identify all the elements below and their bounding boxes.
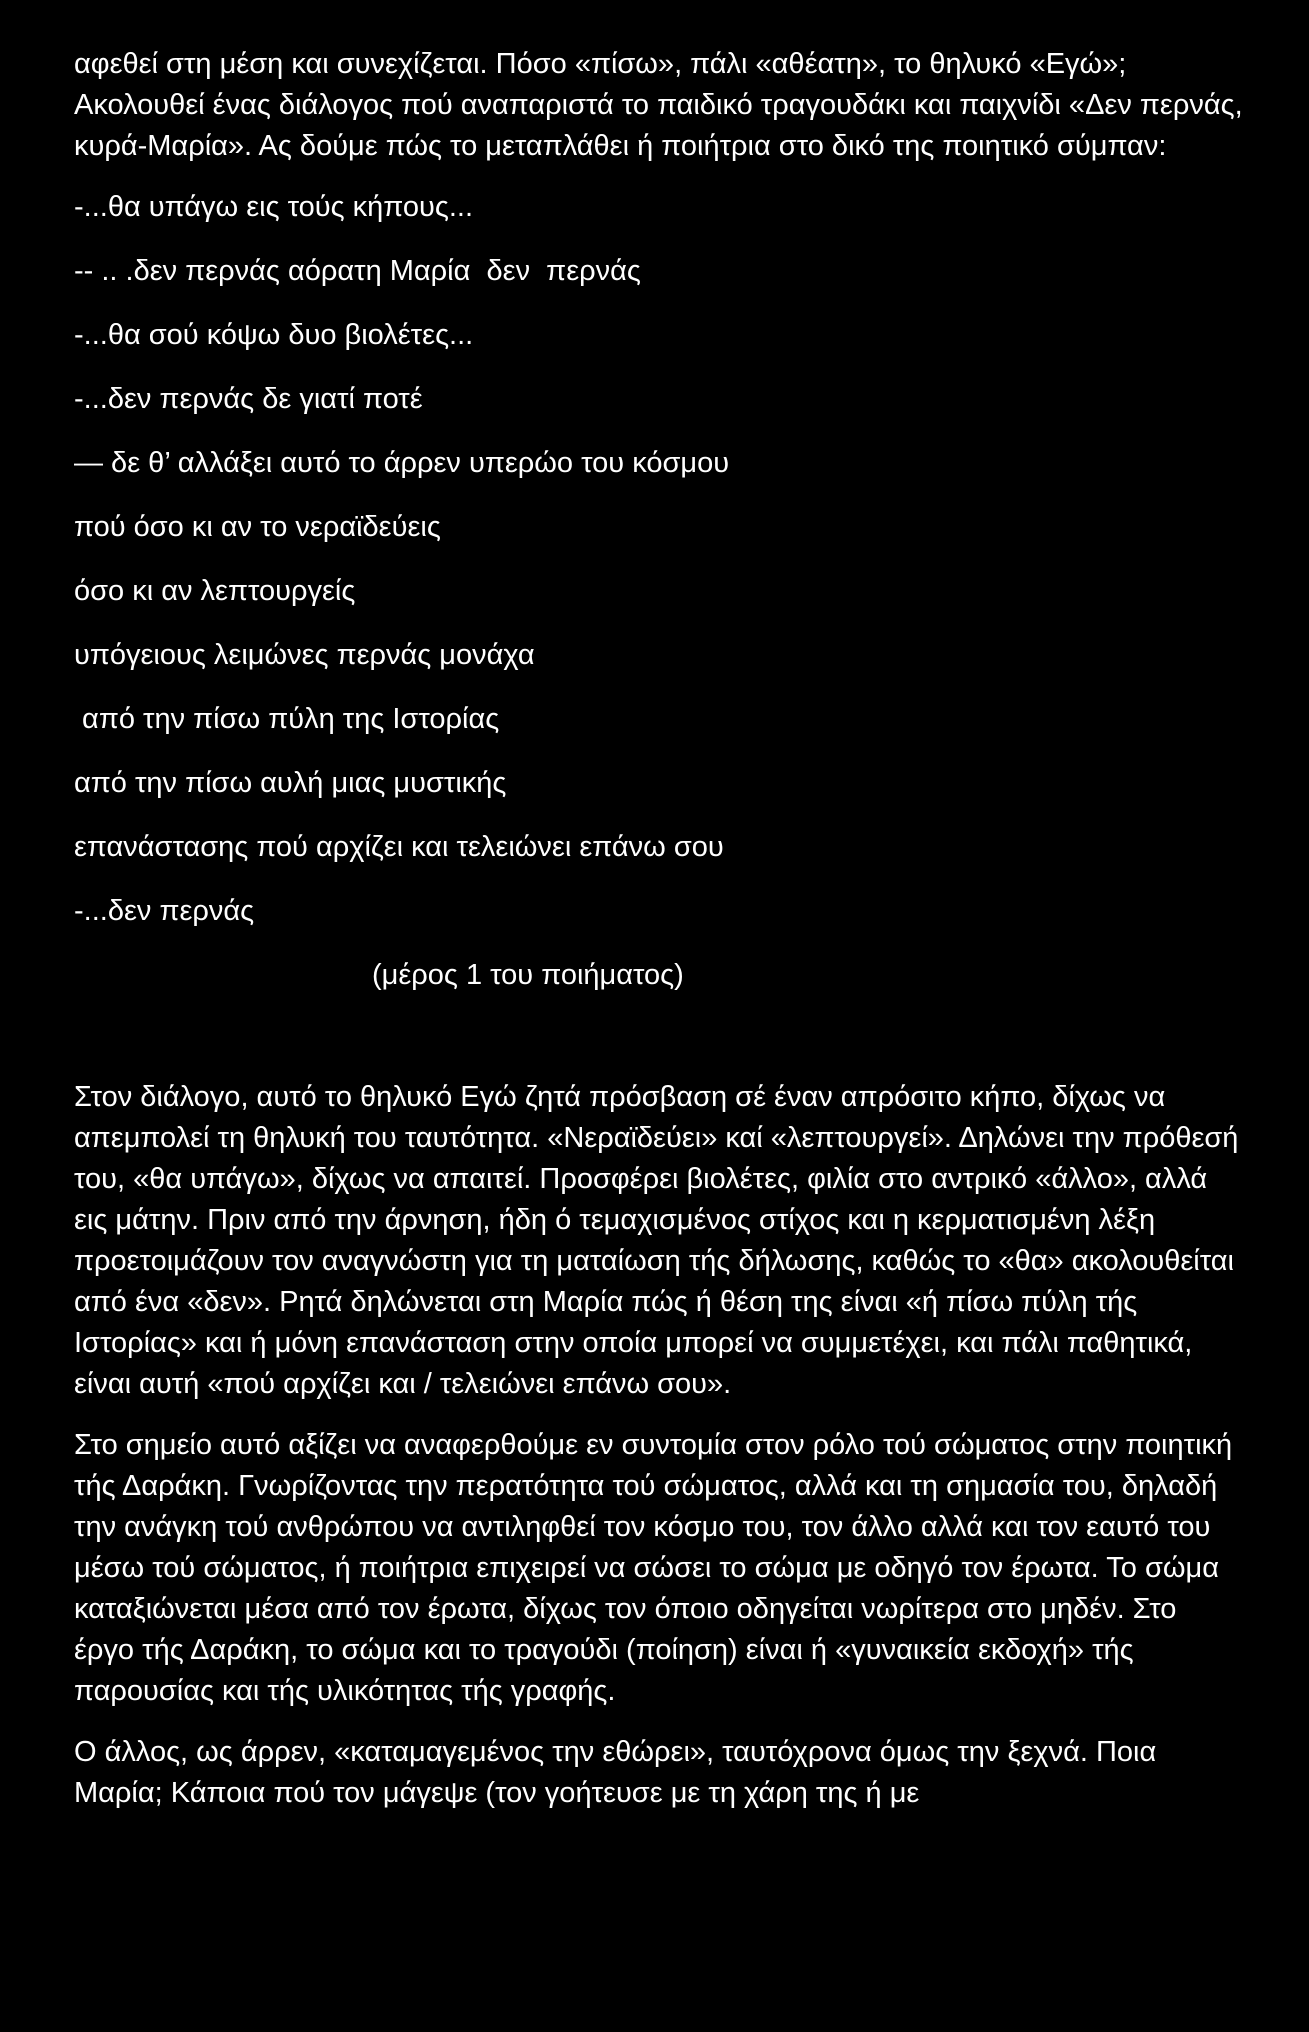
body-paragraph: Ο άλλος, ως άρρεν, «καταμαγεμένος την εθώρει», ταυτόχρονα όμως την ξεχνά. Ποια Μαρία; Κάποια πού τον μάγεψε (τον γοήτευσε με τη χάρη της ή με bbox=[74, 1736, 1157, 1809]
poem-line: υπόγειους λειμώνες περνάς μονάχα bbox=[74, 639, 535, 671]
poem-line: — δε θ’ αλλάξει αυτό το άρρεν υπερώο του κόσμου bbox=[74, 447, 730, 479]
section-spacer bbox=[74, 995, 1244, 1077]
poem-line: -- .. .δεν περνάς αόρατη Μαρία δεν περνάς bbox=[74, 255, 641, 287]
poem-line: -...δεν περνάς δε γιατί ποτέ bbox=[74, 383, 423, 415]
body-paragraph: Στον διάλογο, αυτό το θηλυκό Εγώ ζητά πρόσβαση σέ έναν απρόσιτο κήπο, δίχως να απεμπολεί τη θηλυκή του ταυτότητα. «Νεραϊδεύει» καί «λεπτουργεί». Δηλώνει την πρόθεσή του, «θα υπάγω», δίχως να απαιτεί. Προσφέρει βιολέτες, φιλία στο αντρικό «άλλο», αλλά εις μάτην. Πριν από την άρνηση, ήδη ό τεμαχισμένος στίχος και η κερματισμένη λέξη προετοιμάζουν τον αναγνώστη για τη ματαίωση τής δήλωσης, καθώς το «θα» ακολουθείται από ένα «δεν». Ρητά δηλώνεται στη Μαρία πώς ή θέση της είναι «ή πίσω πύλη τής Ιστορίας» και ή μόνη επανάσταση στην οποία μπορεί να συμμετέχει, και πάλι παθητικά, είναι αυτή «πού αρχίζει και / τελειώνει επάνω σου». bbox=[74, 1081, 1239, 1400]
poem-line: από την πίσω πύλη της Ιστορίας bbox=[74, 703, 500, 735]
poem-line: πού όσο κι αν το νεραϊδεύεις bbox=[74, 511, 441, 543]
poem-line: όσο κι αν λεπτουργείς bbox=[74, 575, 356, 607]
poem-caption: (μέρος 1 του ποιήματος) bbox=[372, 959, 684, 991]
poem-line: από την πίσω αυλή μιας μυστικής bbox=[74, 767, 507, 799]
poem-excerpt bbox=[74, 187, 1244, 931]
paragraph-spacer bbox=[74, 1712, 1244, 1732]
paragraph-spacer bbox=[74, 1405, 1244, 1425]
poem-line: -...δεν περνάς bbox=[74, 895, 255, 927]
poem-line: -...θα υπάγω εις τούς κήπους... bbox=[74, 191, 474, 223]
document-page bbox=[74, 44, 1244, 1814]
intro-paragraph: αφεθεί στη μέση και συνεχίζεται. Πόσο «πίσω», πάλι «αθέατη», το θηλυκό «Εγώ»; Ακολουθεί ένας διάλογος πού αναπαριστά το παιδικό τραγουδάκι και παιχνίδι «Δεν περνάς, κυρά-Μαρία». Ας δούμε πώς το μεταπλάθει ή ποιήτρια στο δικό της ποιητικό σύμπαν: bbox=[74, 48, 1243, 162]
body-paragraph: Στο σημείο αυτό αξίζει να αναφερθούμε εν συντομία στον ρόλο τού σώματος στην ποιητική τής Δαράκη. Γνωρίζοντας την περατότητα τού σώματος, αλλά και τη σημασία του, δηλαδή την ανάγκη τού ανθρώπου να αντιληφθεί τον κόσμο του, τον άλλο αλλά και τον εαυτό του μέσω τού σώματος, ή ποιήτρια επιχειρεί να σώσει το σώμα με οδηγό τον έρωτα. Το σώμα καταξιώνεται μέσα από τον έρωτα, δίχως τον όποιο οδηγείται νωρίτερα στο μηδέν. Στο έργο τής Δαράκη, το σώμα και το τραγούδι (ποίηση) είναι ή «γυναικεία εκδοχή» τής παρουσίας και τής υλικότητας τής γραφής. bbox=[74, 1429, 1233, 1707]
poem-line: επανάστασης πού αρχίζει και τελειώνει επάνω σου bbox=[74, 831, 724, 863]
poem-line: -...θα σού κόψω δυο βιολέτες... bbox=[74, 319, 474, 351]
